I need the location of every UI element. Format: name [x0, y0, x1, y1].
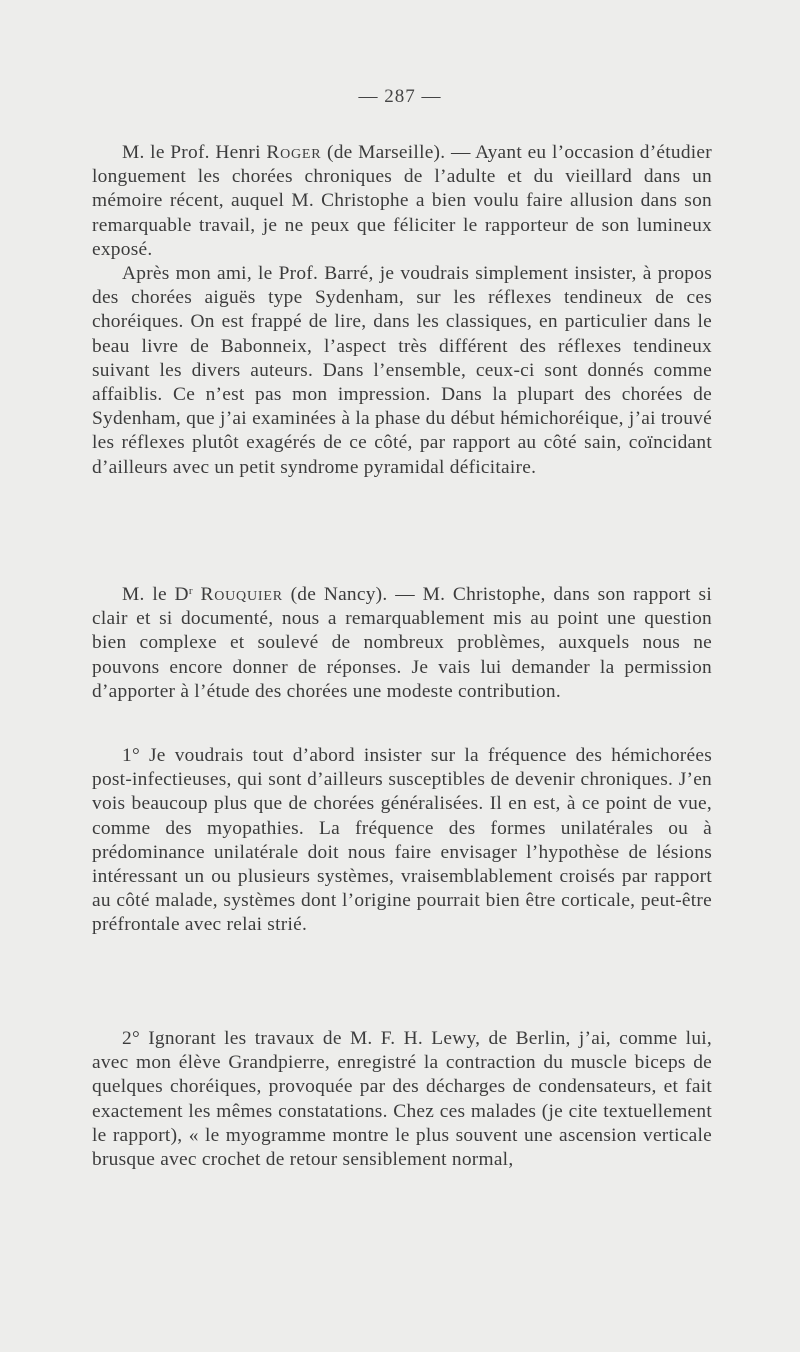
rouquier-intervention — [92, 583, 712, 704]
paragraph-roger-intro — [92, 141, 712, 262]
rouquier-point-1 — [92, 744, 712, 938]
speaker-title-superscript: r — [188, 585, 193, 597]
page-number: — 287 — — [358, 86, 442, 107]
speaker-prefix: M. le Prof. Henri — [122, 142, 267, 163]
paragraph-rouquier-intro — [92, 583, 712, 704]
paragraph-point-1: 1° Je voudrais tout d’abord insister sur la fréquence des hémichorées post-infectieuses, qui sont d’ailleurs susceptibles de devenir chroniques. J’en vois beaucoup plus que de chorées généralisées. Il en est, à ce point de vue, comme des myopathies. La fréquence des formes unilatérales ou à prédominance unilatérale doit nous faire envisager l’hypothèse de lésions intéressant un ou plusieurs systèmes, vraisemblablement croisés par rapport au côté malade, systèmes dont l’origine pourrait bien être corticale, peut-être préfrontale avec relai strié. — [92, 745, 712, 936]
speaker-name: Rouquier — [200, 584, 283, 605]
speaker-prefix: M. le D — [122, 584, 189, 605]
paragraph-roger-reflexes: Après mon ami, le Prof. Barré, je voudrais simplement insister, à propos des chorées aiguës type Sydenham, sur les réflexes tendineux de ces choréiques. On est frappé de lire, dans les classiques, en particulier dans le beau livre de Babonneix, l’aspect très différent des réflexes tendineux suivant les divers auteurs. Dans l’ensemble, ceux-ci sont donnés comme affaiblis. Ce n’est pas mon impression. Dans la plupart des chorées de Sydenham, que j’ai examinées à la phase du début hémichoréique, j’ai trouvé les réflexes plutôt exagérés de ce côté, par rapport au côté sain, coïncidant d’ailleurs avec un petit syndrome pyramidal déficitaire. — [92, 263, 712, 478]
speaker-suffix: (de Marseille). — [321, 142, 446, 163]
paragraph-text: — M. Christophe, dans son rapport si clair et si documenté, nous a remarquablement mis au point une question bien complexe et soulevé de nombreux problèmes, auxquels nous ne pouvons encore donner de réponses. Je vais lui demander la permission d’apporter à l’étude des chorées une modeste contribution. — [92, 584, 712, 702]
paragraph-text: — Ayant eu l’occasion d’étudier longuement les chorées chroniques de l’adulte et du vieillard dans un mémoire récent, auquel M. Christophe a bien voulu faire allusion dans son remarquable travail, je ne peux que féliciter le rapporteur de son lumineux exposé. — [92, 142, 712, 260]
roger-intervention — [92, 141, 712, 480]
paragraph-point-2: 2° Ignorant les travaux de M. F. H. Lewy, de Berlin, j’ai, comme lui, avec mon élève Grandpierre, enregistré la contraction du muscle biceps de quelques choréiques, provoquée par des décharges de condensateurs, et fait exactement les mêmes constatations. Chez ces malades (je cite textuellement le rapport), « le myogramme montre le plus souvent une ascension verticale brusque avec crochet de retour sensiblement normal, — [92, 1028, 712, 1171]
speaker-suffix: (de Nancy). — [282, 584, 388, 605]
rouquier-point-2 — [92, 1027, 712, 1172]
speaker-name: Roger — [266, 142, 322, 163]
